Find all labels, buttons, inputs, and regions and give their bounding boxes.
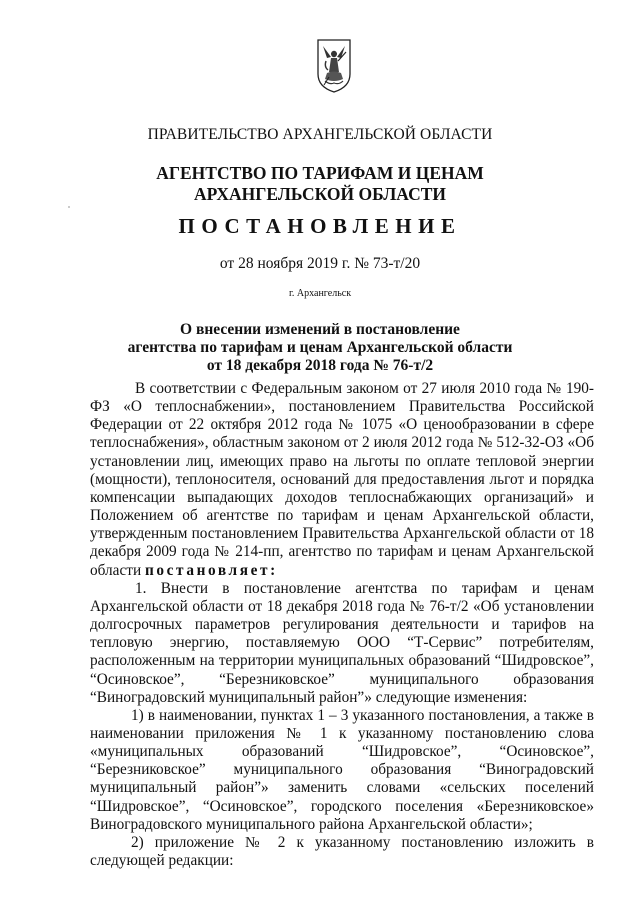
document-subject [0, 321, 640, 375]
preamble-paragraph [90, 380, 594, 580]
government-name: ПРАВИТЕЛЬСТВО АРХАНГЕЛЬСКОЙ ОБЛАСТИ [147, 126, 493, 143]
document-date-number: от 28 ноября 2019 г. № 73-т/20 [219, 255, 421, 272]
decree-word: постановляет: [144, 561, 278, 579]
item-1-paragraph: 1. Внести в постановление агентства по тарифам и ценам Архангельской области от 18 декабря 2018 года № 76-т/2 «Об установлении долгосрочных параметров регулирования деятельности и тарифов на тепловую энергию, поставляемую ООО “Т-Сервис” потребителям, расположенным на территории муниципальных образований “Шидровское”, “Осиновское”, “Березниковское” муниципального образования “Виноградовский муниципальный район”» следующие изменения: [90, 579, 594, 706]
document-body [90, 380, 594, 870]
subject-line: агентства по тарифам и ценам Архангельской области [127, 339, 513, 356]
subject-line: О внесении изменений в постановление [180, 321, 460, 338]
subitem-1-paragraph: 1) в наименовании, пунктах 1 – 3 указанного постановления, а также в наименовании приложения № 1 к указанному постановлению слова «муниципальных образований “Шидровское”, “Осиновское”, “Березниковское” муниципального образования “Виноградовский муниципальный район”» заменить словами «сельских поселений “Шидровское”, “Осиновское”, городского поселения «Березниковское» Виноградовского муниципального района Архангельской области»; [90, 706, 594, 833]
preamble-text: В соответствии с Федеральным законом от 27 июля 2010 года № 190-ФЗ «О теплоснабжении», постановлением Правительства Российской Федерации от 22 октября 2012 года № 1075 «О ценообразовании в сфере теплоснабжения», областным законом от 2 июля 2012 года № 512-32-ОЗ «Об установлении лиц, имеющих право на льготы по оплате тепловой энергии (мощности), теплоносителя, оснований для предоставления льгот и порядка компенсации выпадающих доходов теплоснабжающих организаций» и Положением об агентстве по тарифам и ценам Архангельской области, утвержденным постановлением Правительства Архангельской области от 18 декабря 2009 года № 214-пп, агентство по тарифам и ценам Архангельской области [90, 380, 594, 579]
agency-name [0, 163, 640, 205]
document-type: ПОСТАНОВЛЕНИЕ [178, 214, 462, 238]
agency-name-line: АРХАНГЕЛЬСКОЙ ОБЛАСТИ [194, 184, 446, 204]
agency-name-line: АГЕНТСТВО ПО ТАРИФАМ И ЦЕНАМ [156, 163, 484, 183]
subject-line: от 18 декабря 2018 года № 76-т/2 [206, 357, 434, 374]
subitem-2-paragraph: 2) приложение № 2 к указанному постановлению изложить в следующей редакции: [90, 833, 594, 870]
scan-speck [68, 206, 70, 208]
coat-of-arms-icon [317, 39, 351, 93]
city: г. Архангельск [288, 288, 352, 299]
